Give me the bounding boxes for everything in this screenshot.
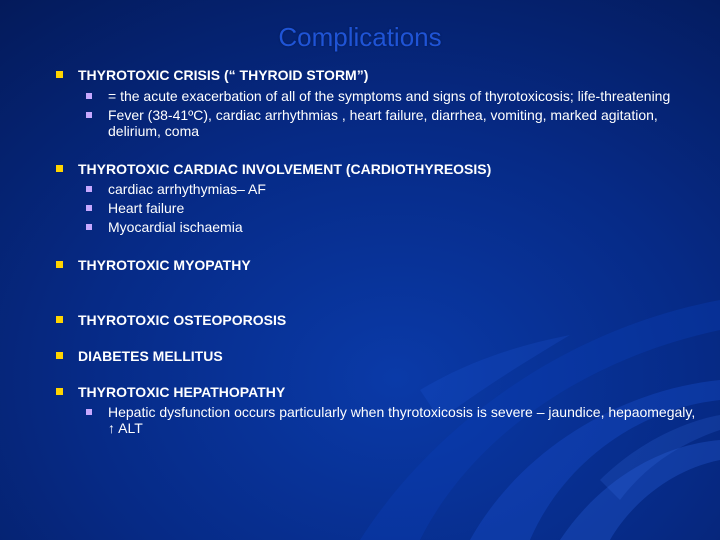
section-thyrotoxic-crisis (56, 66, 696, 139)
section-heading (56, 256, 696, 274)
square-bullet-icon (86, 205, 92, 211)
section-heading (56, 383, 696, 401)
square-bullet-icon (86, 186, 92, 192)
sub-item-text: Hepatic dysfunction occurs particularly when thyrotoxicosis is severe – jaundice, hepaomegaly, ↑ ALT (108, 404, 696, 436)
heading-text: THYROTOXIC HEPATHOPATHY (78, 384, 286, 400)
square-bullet-icon (56, 71, 63, 78)
square-bullet-icon (86, 112, 92, 118)
square-bullet-icon (56, 352, 63, 359)
section-heading (56, 160, 696, 178)
section-heading (56, 66, 696, 84)
sub-item-text: Heart failure (108, 200, 185, 216)
sub-item (56, 107, 696, 139)
slide-title: Complications (278, 22, 442, 52)
square-bullet-icon (86, 409, 92, 415)
heading-text: THYROTOXIC MYOPATHY (78, 257, 251, 273)
section-hepathopathy (56, 383, 696, 436)
sub-item (56, 404, 696, 436)
square-bullet-icon (56, 261, 63, 268)
sub-item-text: cardiac arrhythymias– AF (108, 181, 266, 197)
square-bullet-icon (56, 165, 63, 172)
sub-item-text: = the acute exacerbation of all of the symptoms and signs of thyrotoxicosis; life-threatening (108, 88, 671, 104)
square-bullet-icon (56, 388, 63, 395)
sub-item (56, 200, 696, 216)
sub-item-text: Myocardial ischaemia (108, 219, 243, 235)
section-heading (56, 347, 696, 365)
sub-item (56, 219, 696, 235)
square-bullet-icon (56, 316, 63, 323)
heading-text: THYROTOXIC OSTEOPOROSIS (78, 312, 287, 328)
sub-item (56, 181, 696, 197)
square-bullet-icon (86, 224, 92, 230)
square-bullet-icon (86, 93, 92, 99)
heading-text: THYROTOXIC CARDIAC INVOLVEMENT (CARDIOTHYREOSIS) (78, 161, 492, 177)
heading-text: THYROTOXIC CRISIS (“ THYROID STORM”) (78, 67, 369, 83)
section-myopathy (56, 256, 696, 274)
section-diabetes (56, 347, 696, 365)
section-osteoporosis (56, 311, 696, 329)
slide-content (56, 66, 696, 436)
heading-text: DIABETES MELLITUS (78, 348, 223, 364)
sub-item-text: Fever (38-41ºC), cardiac arrhythmias , heart failure, diarrhea, vomiting, marked agitation, delirium, coma (108, 107, 658, 139)
sub-item (56, 88, 696, 104)
section-cardiac-involvement (56, 160, 696, 235)
section-heading (56, 311, 696, 329)
